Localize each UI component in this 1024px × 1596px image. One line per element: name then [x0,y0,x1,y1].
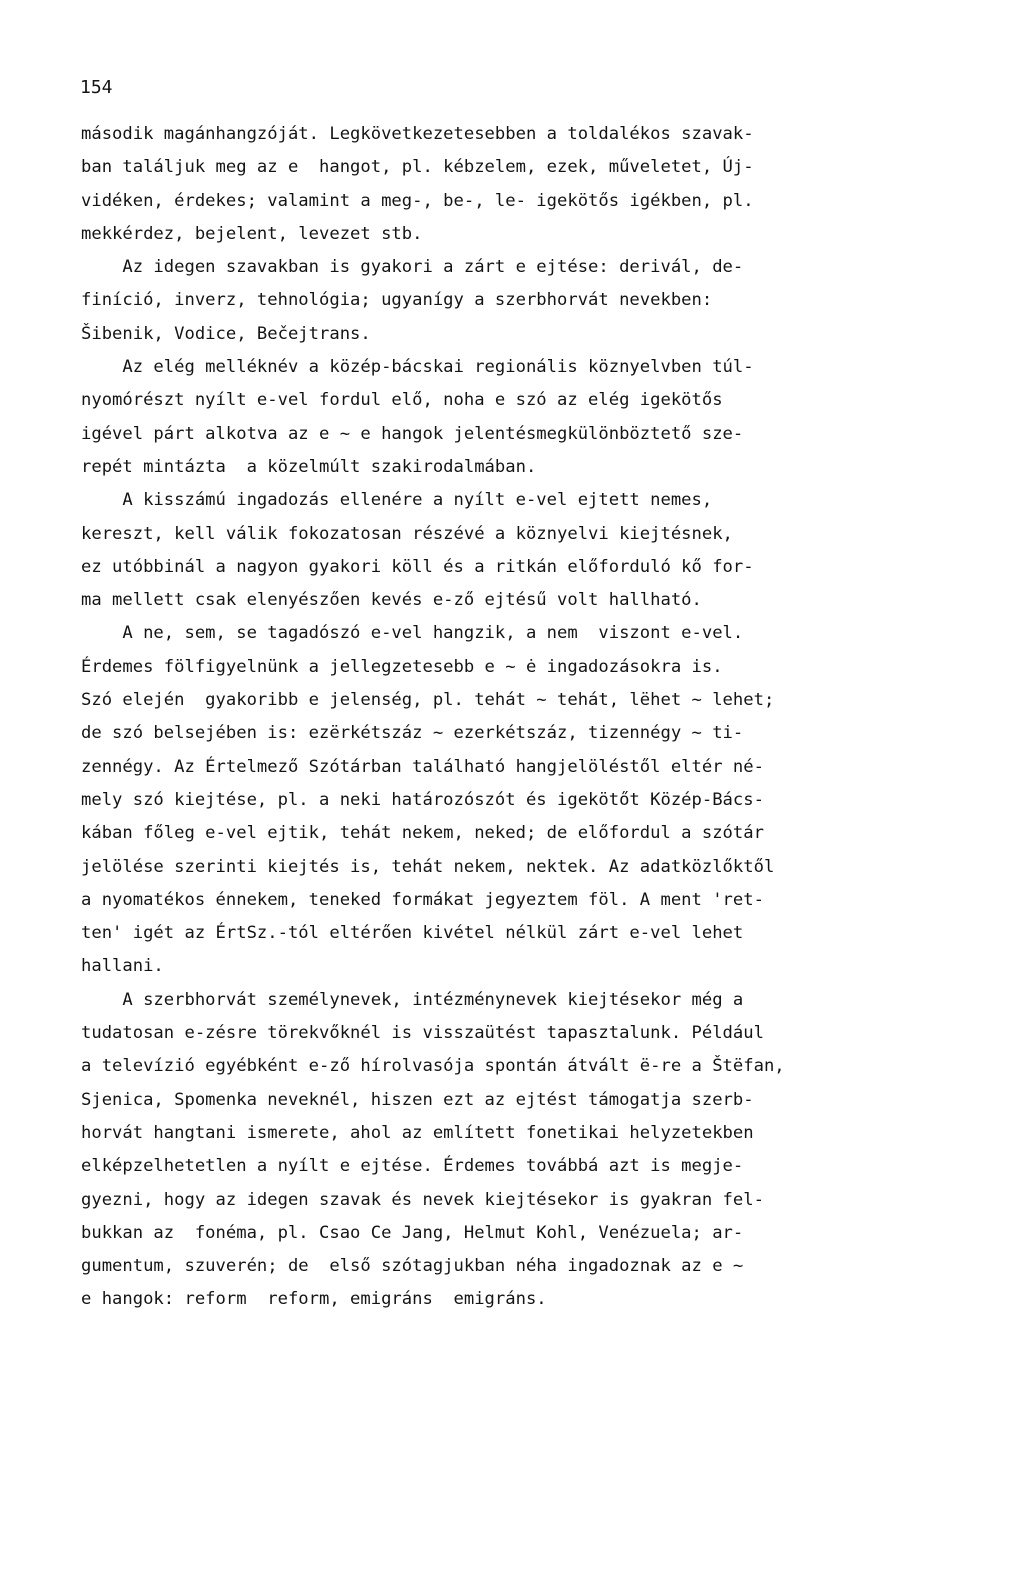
text-line: zennégy. Az Értelmező Szótárban található hangjelöléstől eltér né- [81,756,764,777]
text-line: ban találjuk meg az e hangot, pl. kébzelem, ezek, műveletet, Új- [81,157,754,178]
text-line: Érdemes fölfigyelnünk a jellegzetesebb e ~ ė ingadozásokra is. [81,656,723,677]
text-line: finíció, inverz, tehnológia; ugyanígy a szerbhorvát nevekben: [81,290,713,311]
text-line: ma mellett csak elenyészően kevés e-ző ejtésű volt hallható. [81,590,702,611]
text-line: igével párt alkotva az e ~ e hangok jelentésmegkülönböztető sze- [81,423,744,444]
body-text [81,118,961,1317]
text-line: második magánhangzóját. Legkövetkezetesebben a toldalékos szavak- [81,124,754,144]
text-line: nyomórészt nyílt e-vel fordul elő, noha e szó az elég igekötős [81,390,723,411]
text-line: hallani. [81,956,164,977]
text-line: kában főleg e-vel ejtik, tehát nekem, neked; de előfordul a szótár [81,823,764,844]
text-line: bukkan az fonéma, pl. Csao Ce Jang, Helmut Kohl, Venézuela; ar- [81,1222,744,1243]
text-line: mely szó kiejtése, pl. a neki határozószót és igekötőt Közép-Bács- [81,789,764,810]
text-line: de szó belsejében is: ezërkétszáz ~ ezerkétszáz, tizennégy ~ ti- [81,723,744,744]
text-line: repét mintázta a közelmúlt szakirodalmában. [81,456,537,477]
text-line: A ne, sem, se tagadószó e-vel hangzik, a nem viszont e-vel. [81,623,744,644]
text-line: Szó elején gyakoribb e jelenség, pl. tehát ~ tehát, lëhet ~ lehet; [81,690,775,711]
page-number: 154 [80,77,113,98]
text-line: gumentum, szuverén; de első szótagjukban néha ingadoznak az e ~ [81,1256,744,1277]
text-line: horvát hangtani ismerete, ahol az említett fonetikai helyzetekben [81,1122,754,1143]
text-line: kereszt, kell válik fokozatosan részévé a köznyelvi kiejtésnek, [81,523,733,544]
text-line: tudatosan e-zésre törekvőknél is visszaütést tapasztalunk. Például [81,1023,764,1044]
text-line: elképzelhetetlen a nyílt e ejtése. Érdemes továbbá azt is megje- [81,1156,744,1177]
text-line: a nyomatékos énnekem, teneked formákat jegyeztem föl. A ment 'ret- [81,889,764,910]
text-line: ten' igét az ÉrtSz.-tól eltérően kivétel nélkül zárt e-vel lehet [81,923,744,944]
text-line: gyezni, hogy az idegen szavak és nevek kiejtésekor is gyakran fel- [81,1189,764,1210]
text-line: vidéken, érdekes; valamint a meg-, be-, le- igekötős igékben, pl. [81,190,754,211]
text-line: Az elég melléknév a közép-bácskai regionális köznyelvben túl- [81,357,754,378]
text-line: Sjenica, Spomenka neveknél, hiszen ezt az ejtést támogatja szerb- [81,1089,754,1110]
text-line: a televízió egyébként e-ző hírolvasója spontán átvált ë-re a Štëfan, [81,1056,785,1077]
text-line: Šibenik, Vodice, Bečejtrans. [81,323,371,344]
text-line: Az idegen szavakban is gyakori a zárt e ejtése: derivál, de- [81,257,744,278]
text-line: A szerbhorvát személynevek, intézménynevek kiejtésekor még a [81,989,744,1010]
text-line: A kisszámú ingadozás ellenére a nyílt e-vel ejtett nemes, [81,490,713,511]
text-line: ez utóbbinál a nagyon gyakori köll és a ritkán előforduló kő for- [81,556,754,577]
text-line: mekkérdez, bejelent, levezet stb. [81,223,423,244]
text-line: jelölése szerinti kiejtés is, tehát nekem, nektek. Az adatközlőktől [81,856,775,877]
text-line: e hangok: reform reform, emigráns emigráns. [81,1289,547,1310]
